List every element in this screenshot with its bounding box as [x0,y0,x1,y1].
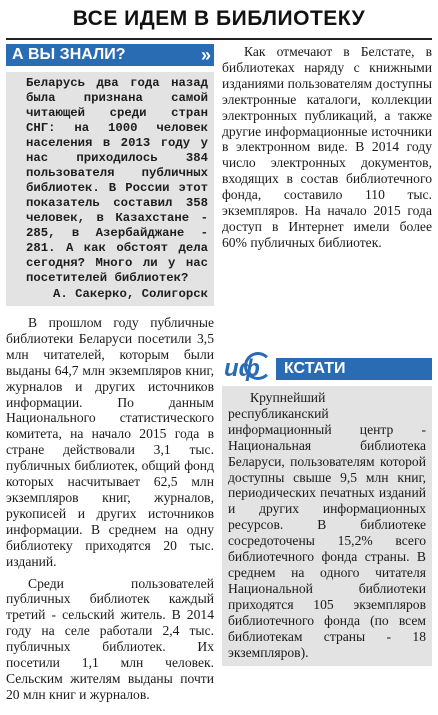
banner-title: А ВЫ ЗНАЛИ? [12,46,126,63]
kstati-header [222,354,432,384]
lead-signature: А. Сакерко, Солигорск [53,287,208,301]
headline: ВСЕ ИДЕМ В БИБЛИОТЕКУ [72,7,366,30]
kstati-text: Крупнейший республиканский информационный центр - Национальная библиотека Беларуси, пользователям которой доступны свыше 9,5 млн книг, периодических печатных изданий и других информационных ресурсов. В библиотеке сосредоточены 15,2% всего библиотечного фонда страны. В среднем на одного читателя Национальной библиотеки приходятся 105 экземпляров библиотечного фонда (по всем библиотекам страны - 18 экземпляров). [228,390,426,660]
chevron-right-icon: » [200,44,208,65]
if-logo [224,354,274,384]
kstati-title: КСТАТИ [276,358,432,380]
article-paragraph-1: В прошлом году публичные библиотеки Беларуси посетили 3,5 млн читателей, которым были выданы 64,7 млн экземпляров книг, журналов и других источников информации. По данным Национального статистического комитета, на начало 2015 года в стране действовали 3,1 тыс. публичных библиотек, общий фонд которых насчитывает 62,5 млн экземпляров книг, журналов, рукописей и других источников информации. В среднем на одну библиотеку приходятся 20 тыс. изданий. [6,315,214,569]
kstati-box [222,386,432,666]
if-logo-text: иф [224,355,260,382]
did-you-know-banner [6,44,214,66]
left-column [6,44,214,703]
lead-box [6,72,214,306]
article-paragraph-2: Среди пользователей публичных библиотек каждый третий - сельский житель. В 2014 году на селе работали 2,4 тыс. публичных библиотек. Их посетили 1,1 млн человек. Сельским жителям выданы почти 20 млн книг и журналов. [6,575,214,702]
ring-icon [244,352,272,380]
lead-text: Беларусь два года назад была признана самой читающей среди стран СНГ: на 1000 человек населения в 2013 году у нас приходилось 384 пользователя публичных библиотек. В России этот показатель составил 358 человек, в Казахстане - 285, в Азербайджане - 281. А как обстоят дела сегодня? Много ли у нас посетителей библиотек? [26,76,208,285]
right-column [222,44,432,251]
article-paragraph-3: Как отмечают в Белстате, в библиотеках наряду с книжными изданиями пользователям доступны электронные каталоги, коллекции электронных публикаций, а также другие информационные источники в электронном виде. В 2014 году число электронных документов, входящих в состав библиотечного фонда, составило 110 тыс. экземпляров. На начало 2015 года доступ в Интернет имели более 60% публичных библиотек. [222,44,432,250]
headline-rule [6,38,432,40]
